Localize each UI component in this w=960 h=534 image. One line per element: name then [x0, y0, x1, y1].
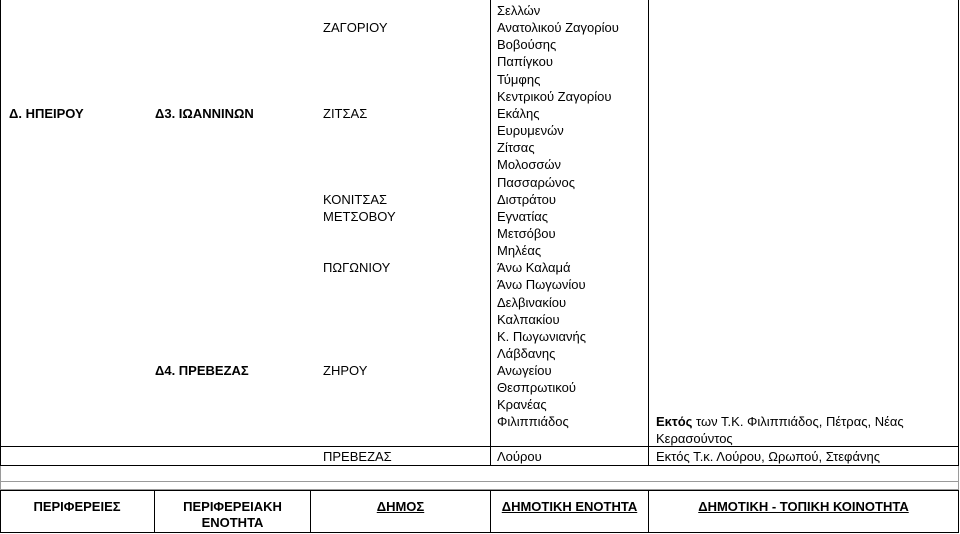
- cell-unit: Δελβινακίου: [497, 294, 567, 310]
- cell-unit: Κ. Πωγωνιανής: [497, 328, 586, 344]
- header-bottom-border: [0, 532, 959, 533]
- right-border: [958, 0, 959, 466]
- cell-unit: Μηλέας: [497, 243, 542, 259]
- community-philippiada: [656, 413, 904, 430]
- cell-unit: Κρανέας: [497, 397, 547, 413]
- cell-unit: Διστράτου: [497, 191, 556, 207]
- cell-municipality: ΖΑΓΟΡΙΟΥ: [323, 20, 388, 36]
- column-divider-community: [648, 0, 649, 466]
- cell-unit: Μολοσσών: [497, 157, 562, 173]
- cell-unit: Παπίγκου: [497, 54, 553, 70]
- separator-line-1: [0, 481, 959, 482]
- cell-region: Δ. ΗΠΕΙΡΟΥ: [9, 105, 84, 121]
- header-border-5: [958, 490, 959, 533]
- column-divider-unit: [490, 0, 491, 466]
- cell-unit: Πασσαρώνος: [497, 174, 576, 190]
- cell-unit: Μετσόβου: [497, 225, 556, 241]
- cell-unit: Άνω Καλαμά: [497, 260, 571, 276]
- cell-unit: Ευρυμενών: [497, 123, 564, 138]
- community-lourou: Εκτός Τ.κ. Λούρου, Ωρωπού, Στεφάνης: [656, 449, 881, 464]
- left-border: [0, 0, 1, 466]
- community-philippiada-line2: Κερασούντος: [656, 431, 733, 446]
- cell-unit: Εγνατίας: [497, 208, 548, 224]
- municipality-preveza: ΠΡΕΒΕΖΑΣ: [323, 449, 392, 464]
- cell-municipality: ΖΙΤΣΑΣ: [323, 105, 368, 121]
- cell-unit: Τύμφης: [497, 71, 541, 87]
- header-prefecture-line1: ΠΕΡΙΦΕΡΕΙΑΚΗ: [183, 499, 282, 514]
- header-community: ΔΗΜΟΤΙΚΗ - ΤΟΠΙΚΗ ΚΟΙΝΟΤΗΤΑ: [698, 499, 909, 514]
- separator-right: [958, 466, 959, 490]
- cell-municipality: ΚΟΝΙΤΣΑΣ: [323, 191, 388, 207]
- row-line-bottom: [0, 465, 959, 466]
- community-philippiada-bold: Εκτός: [656, 414, 693, 429]
- cell-prefecture: Δ4. ΠΡΕΒΕΖΑΣ: [155, 363, 249, 379]
- cell-unit: Βοβούσης: [497, 37, 557, 53]
- community-philippiada-text: των Τ.Κ. Φιλιππιάδος, Πέτρας, Νέας: [692, 414, 904, 429]
- unit-lourou: Λούρου: [497, 449, 542, 464]
- cell-unit: Θεσπρωτικού: [497, 380, 576, 396]
- header-top-border: [0, 490, 959, 491]
- cell-unit: Καλπακίου: [497, 311, 560, 327]
- unit-philippiada: Φιλιππιάδος: [497, 414, 569, 429]
- cell-municipality: ΖΗΡΟΥ: [323, 363, 368, 379]
- separator-left: [0, 466, 1, 490]
- cell-unit: Ανατολικού Ζαγορίου: [497, 20, 619, 36]
- header-unit: ΔΗΜΟΤΙΚΗ ΕΝΟΤΗΤΑ: [501, 499, 638, 514]
- cell-municipality: ΠΩΓΩΝΙΟΥ: [323, 260, 391, 276]
- cell-unit: Άνω Πωγωνίου: [497, 277, 586, 293]
- row-line-philippiada: [0, 446, 959, 447]
- cell-unit: Σελλών: [497, 3, 541, 18]
- cell-unit: Κεντρικού Ζαγορίου: [497, 88, 612, 104]
- cell-unit: Λάβδανης: [497, 346, 556, 361]
- cell-unit: Ζίτσας: [497, 140, 535, 156]
- cell-unit: Ανωγείου: [497, 363, 552, 379]
- header-prefecture-line2: ΕΝΟΤΗΤΑ: [201, 515, 264, 530]
- header-municipality: ΔΗΜΟΣ: [376, 499, 425, 514]
- header-region: ΠΕΡΙΦΕΡΕΙΕΣ: [33, 499, 121, 514]
- cell-unit: Εκάλης: [497, 105, 540, 121]
- cell-prefecture: Δ3. ΙΩΑΝΝΙΝΩΝ: [155, 105, 254, 121]
- cell-municipality: ΜΕΤΣΟΒΟΥ: [323, 208, 396, 224]
